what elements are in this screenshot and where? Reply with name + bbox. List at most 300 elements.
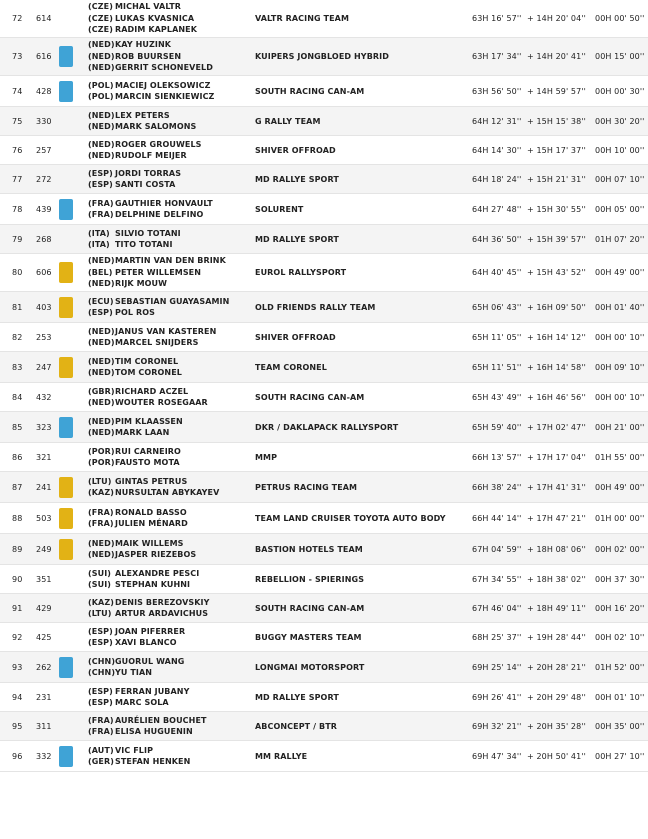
crew-member <box>88 608 208 619</box>
crew-name: MARK SALOMONS <box>115 122 197 131</box>
gap-cell: + 14H 20' 04'' <box>527 14 586 23</box>
crew-cell <box>88 683 248 711</box>
crew-name: TIM CORONEL <box>115 356 179 366</box>
crew-member <box>88 518 188 529</box>
table-row[interactable] <box>0 503 648 534</box>
gap-cell: + 15H 17' 37'' <box>527 145 586 155</box>
position-cell: 74 <box>12 86 23 96</box>
crew-name: JASPER RIEZEBOS <box>115 550 197 559</box>
nationality-code: (CZE) <box>88 25 113 35</box>
crew-name: GERRIT SCHONEVELD <box>115 63 213 73</box>
nationality-code: (POL) <box>88 92 114 101</box>
nationality-code: (ESP) <box>88 308 113 317</box>
gap-cell: + 20H 35' 28'' <box>527 721 586 731</box>
table-row[interactable] <box>0 652 648 683</box>
nationality-code: (NED) <box>88 416 115 426</box>
nationality-code: (GER) <box>88 757 115 766</box>
table-row[interactable] <box>0 683 648 712</box>
crew-name: RADIM KAPLANEK <box>115 25 198 35</box>
table-row[interactable] <box>0 712 648 741</box>
gap-cell: + 15H 39' 57'' <box>527 234 586 244</box>
category-badge-cell <box>59 472 75 502</box>
crew-cell <box>88 323 248 351</box>
car-number-cell: 439 <box>36 204 52 214</box>
crew-name: FERRAN JUBANY <box>115 686 190 696</box>
position-cell: 88 <box>12 513 23 523</box>
category-badge-cell <box>59 136 75 164</box>
team-cell: MMP <box>255 452 278 462</box>
team-cell: MD RALLYE SPORT <box>255 692 339 702</box>
position-cell: 91 <box>12 603 23 613</box>
crew-name: KAY HUZINK <box>115 40 172 50</box>
table-row[interactable] <box>0 565 648 594</box>
crew-member <box>88 356 178 367</box>
category-badge-cell <box>59 76 75 106</box>
total-time-cell: 69H 47' 34'' <box>472 751 522 761</box>
nationality-code: (NED) <box>88 51 115 61</box>
category-badge-cell <box>59 107 75 135</box>
car-number-cell: 616 <box>36 52 52 61</box>
category-gold-badge-icon <box>59 357 73 378</box>
team-cell: PETRUS RACING TEAM <box>255 482 358 492</box>
table-row[interactable] <box>0 412 648 443</box>
position-cell: 79 <box>12 234 23 244</box>
team-cell: OLD FRIENDS RALLY TEAM <box>255 302 376 312</box>
nationality-code: (NED) <box>88 428 115 437</box>
total-time-cell: 65H 06' 43'' <box>472 302 522 312</box>
category-badge-cell <box>59 443 75 471</box>
total-time-cell: 64H 40' 45'' <box>472 268 522 277</box>
category-blue-badge-icon <box>59 417 73 438</box>
crew-name: XAVI BLANCO <box>115 638 177 647</box>
position-cell: 87 <box>12 482 23 492</box>
car-number-cell: 231 <box>36 692 52 702</box>
car-number-cell: 253 <box>36 332 52 342</box>
nationality-code: (KAZ) <box>88 597 115 607</box>
total-time-cell: 64H 14' 30'' <box>472 145 522 155</box>
crew-cell <box>88 76 248 106</box>
crew-member <box>88 667 152 678</box>
crew-member <box>88 139 202 150</box>
crew-member <box>88 239 173 250</box>
nationality-code: (POR) <box>88 458 115 467</box>
nationality-code: (NED) <box>88 139 115 149</box>
crew-member <box>88 80 211 91</box>
crew-cell <box>88 712 248 740</box>
penalty-cell: 00H 00' 10'' <box>595 332 645 342</box>
crew-name: MARC SOLA <box>115 698 169 707</box>
crew-name: PETER WILLEMSEN <box>115 267 202 277</box>
crew-name: GINTAS PETRUS <box>115 476 188 486</box>
nationality-code: (CZE) <box>88 2 113 12</box>
crew-name: MAIK WILLEMS <box>115 538 184 548</box>
car-number-cell: 323 <box>36 422 52 432</box>
team-cell: G RALLY TEAM <box>255 116 321 126</box>
table-row[interactable] <box>0 38 648 76</box>
crew-name: ROGER GROUWELS <box>115 139 202 149</box>
crew-member <box>88 198 213 209</box>
penalty-cell: 00H 05' 00'' <box>595 204 645 214</box>
crew-member <box>88 568 199 579</box>
team-cell: REBELLION - SPIERINGS <box>255 574 365 584</box>
position-cell: 80 <box>12 268 23 277</box>
nationality-code: (CHN) <box>88 668 116 677</box>
table-row[interactable] <box>0 136 648 165</box>
crew-cell <box>88 534 248 564</box>
team-cell: SHIVER OFFROAD <box>255 145 336 155</box>
crew-member <box>88 255 226 266</box>
crew-name: MARK LAAN <box>115 428 170 437</box>
category-badge-cell <box>59 254 75 291</box>
crew-name: AURÉLIEN BOUCHET <box>115 715 207 725</box>
nationality-code: (NED) <box>88 338 115 347</box>
crew-member <box>88 579 190 590</box>
nationality-code: (SUI) <box>88 580 112 589</box>
crew-cell <box>88 594 248 622</box>
crew-member <box>88 1 181 12</box>
crew-member <box>88 656 184 667</box>
total-time-cell: 64H 36' 50'' <box>472 234 522 244</box>
crew-name: MARCIN SIENKIEWICZ <box>115 92 215 101</box>
total-time-cell: 65H 59' 40'' <box>472 422 522 432</box>
penalty-cell: 00H 02' 00'' <box>595 544 645 554</box>
table-row[interactable] <box>0 443 648 472</box>
position-cell: 96 <box>12 751 23 761</box>
nationality-code: (ESP) <box>88 638 113 647</box>
crew-name: SILVIO TOTANI <box>115 228 181 238</box>
category-badge-cell <box>59 225 75 253</box>
crew-member <box>88 457 180 468</box>
crew-member <box>88 307 155 318</box>
table-row[interactable] <box>0 534 648 565</box>
category-badge-cell <box>59 565 75 593</box>
crew-name: DENIS BEREZOVSKIY <box>115 597 210 607</box>
total-time-cell: 63H 16' 57'' <box>472 14 522 23</box>
penalty-cell: 00H 10' 00'' <box>595 145 645 155</box>
crew-member <box>88 427 169 438</box>
nationality-code: (FRA) <box>88 198 114 208</box>
crew-cell <box>88 741 248 771</box>
table-row[interactable] <box>0 107 648 136</box>
car-number-cell: 272 <box>36 174 52 184</box>
crew-member <box>88 278 167 289</box>
crew-cell <box>88 503 248 533</box>
penalty-cell: 00H 00' 10'' <box>595 392 645 402</box>
gap-cell: + 16H 09' 50'' <box>527 302 586 312</box>
nationality-code: (FRA) <box>88 727 114 736</box>
crew-member <box>88 507 187 518</box>
crew-name: RONALD BASSO <box>115 507 187 517</box>
category-badge-cell <box>59 323 75 351</box>
crew-member <box>88 13 194 24</box>
crew-name: TOM CORONEL <box>115 368 182 377</box>
nationality-code: (POL) <box>88 80 114 90</box>
gap-cell: + 18H 49' 11'' <box>527 603 586 613</box>
penalty-cell: 00H 15' 00'' <box>595 52 645 61</box>
nationality-code: (ECU) <box>88 296 114 306</box>
gap-cell: + 15H 30' 55'' <box>527 204 586 214</box>
penalty-cell: 00H 35' 00'' <box>595 721 645 731</box>
car-number-cell: 321 <box>36 452 52 462</box>
position-cell: 75 <box>12 116 23 126</box>
nationality-code: (NED) <box>88 538 115 548</box>
crew-member <box>88 168 181 179</box>
nationality-code: (NED) <box>88 63 115 73</box>
crew-name: SANTI COSTA <box>115 180 176 189</box>
crew-cell <box>88 136 248 164</box>
penalty-cell: 01H 52' 00'' <box>595 662 645 672</box>
table-row[interactable] <box>0 323 648 352</box>
crew-name: ARTUR ARDAVICHUS <box>115 609 209 618</box>
crew-member <box>88 686 189 697</box>
nationality-code: (ESP) <box>88 698 113 707</box>
crew-member <box>88 487 219 498</box>
category-badge-cell <box>59 352 75 382</box>
nationality-code: (CHN) <box>88 656 116 666</box>
total-time-cell: 65H 43' 49'' <box>472 392 522 402</box>
nationality-code: (LTU) <box>88 476 112 486</box>
team-cell: SOUTH RACING CAN-AM <box>255 603 365 613</box>
crew-name: ELISA HUGUENIN <box>115 727 193 736</box>
nationality-code: (NED) <box>88 40 115 50</box>
team-cell: SOUTH RACING CAN-AM <box>255 392 365 402</box>
position-cell: 85 <box>12 422 23 432</box>
crew-member <box>88 62 213 73</box>
crew-name: LEX PETERS <box>115 110 170 120</box>
crew-name: VIC FLIP <box>115 745 154 755</box>
table-row[interactable] <box>0 352 648 383</box>
team-cell: TEAM CORONEL <box>255 362 327 372</box>
crew-name: YU TIAN <box>115 668 153 677</box>
crew-name: MARTIN VAN DEN BRINK <box>115 256 226 266</box>
category-blue-badge-icon <box>59 657 73 678</box>
table-row[interactable] <box>0 472 648 503</box>
position-cell: 72 <box>12 14 23 23</box>
category-gold-badge-icon <box>59 508 73 529</box>
crew-name: GAUTHIER HONVAULT <box>115 198 213 208</box>
nationality-code: (FRA) <box>88 519 114 528</box>
category-gold-badge-icon <box>59 262 73 283</box>
gap-cell: + 17H 02' 47'' <box>527 422 586 432</box>
category-badge-cell <box>59 652 75 682</box>
crew-member <box>88 637 177 648</box>
table-row[interactable] <box>0 741 648 772</box>
team-cell: MD RALLYE SPORT <box>255 234 339 244</box>
table-row[interactable] <box>0 594 648 623</box>
total-time-cell: 65H 11' 05'' <box>472 332 522 342</box>
crew-member <box>88 228 181 239</box>
penalty-cell: 00H 01' 10'' <box>595 692 645 702</box>
penalty-cell: 00H 02' 10'' <box>595 632 645 642</box>
penalty-cell: 00H 21' 00'' <box>595 422 645 432</box>
car-number-cell: 311 <box>36 721 52 731</box>
team-cell: EUROL RALLYSPORT <box>255 268 347 277</box>
nationality-code: (NED) <box>88 398 115 407</box>
crew-member <box>88 150 187 161</box>
crew-member <box>88 39 171 50</box>
crew-cell <box>88 652 248 682</box>
crew-name: JULIEN MÉNARD <box>115 519 188 528</box>
penalty-cell: 00H 49' 00'' <box>595 482 645 492</box>
position-cell: 92 <box>12 632 23 642</box>
team-cell: VALTR RACING TEAM <box>255 14 350 23</box>
total-time-cell: 69H 25' 14'' <box>472 662 522 672</box>
table-row[interactable] <box>0 225 648 254</box>
nationality-code: (NED) <box>88 326 115 336</box>
category-blue-badge-icon <box>59 199 73 220</box>
table-row[interactable] <box>0 165 648 194</box>
total-time-cell: 69H 32' 21'' <box>472 721 522 731</box>
nationality-code: (LTU) <box>88 609 112 618</box>
total-time-cell: 67H 04' 59'' <box>472 544 522 554</box>
position-cell: 81 <box>12 302 23 312</box>
nationality-code: (NED) <box>88 550 115 559</box>
penalty-cell: 01H 55' 00'' <box>595 452 645 462</box>
crew-cell <box>88 623 248 651</box>
crew-member <box>88 756 190 767</box>
table-row[interactable] <box>0 383 648 412</box>
nationality-code: (NED) <box>88 256 115 266</box>
gap-cell: + 16H 14' 58'' <box>527 362 586 372</box>
team-cell: DKR / DAKLAPACK RALLYSPORT <box>255 422 399 432</box>
crew-name: NURSULTAN ABYKAYEV <box>115 488 220 497</box>
crew-member <box>88 296 229 307</box>
crew-name: GUORUL WANG <box>115 656 185 666</box>
nationality-code: (NED) <box>88 110 115 120</box>
crew-member <box>88 179 175 190</box>
category-badge-cell <box>59 194 75 224</box>
crew-member <box>88 367 182 378</box>
car-number-cell: 247 <box>36 362 52 372</box>
position-cell: 73 <box>12 52 23 61</box>
team-cell: KUIPERS JONGBLOED HYBRID <box>255 52 389 61</box>
total-time-cell: 64H 12' 31'' <box>472 116 522 126</box>
total-time-cell: 68H 25' 37'' <box>472 632 522 642</box>
car-number-cell: 249 <box>36 544 52 554</box>
category-badge-cell <box>59 683 75 711</box>
category-badge-cell <box>59 623 75 651</box>
crew-member <box>88 121 196 132</box>
category-blue-badge-icon <box>59 746 73 767</box>
category-badge-cell <box>59 0 75 37</box>
crew-cell <box>88 165 248 193</box>
gap-cell: + 19H 28' 44'' <box>527 632 586 642</box>
position-cell: 83 <box>12 362 23 372</box>
table-row[interactable] <box>0 0 648 38</box>
nationality-code: (ESP) <box>88 180 113 189</box>
gap-cell: + 17H 17' 04'' <box>527 452 586 462</box>
nationality-code: (POR) <box>88 446 115 456</box>
crew-name: RUDOLF MEIJER <box>115 151 187 160</box>
nationality-code: (NED) <box>88 356 115 366</box>
total-time-cell: 69H 26' 41'' <box>472 692 522 702</box>
position-cell: 76 <box>12 145 23 155</box>
crew-member <box>88 726 193 737</box>
crew-member <box>88 397 208 408</box>
penalty-cell: 00H 01' 40'' <box>595 302 645 312</box>
position-cell: 84 <box>12 392 23 402</box>
category-badge-cell <box>59 165 75 193</box>
position-cell: 78 <box>12 204 23 214</box>
team-cell: TEAM LAND CRUISER TOYOTA AUTO BODY <box>255 513 446 523</box>
gap-cell: + 18H 38' 02'' <box>527 574 586 584</box>
crew-name: TITO TOTANI <box>115 240 173 249</box>
nationality-code: (GBR) <box>88 386 115 396</box>
crew-member <box>88 416 183 427</box>
category-badge-cell <box>59 534 75 564</box>
team-cell: SOLURENT <box>255 204 304 214</box>
car-number-cell: 351 <box>36 574 52 584</box>
table-row[interactable] <box>0 76 648 107</box>
table-row[interactable] <box>0 623 648 652</box>
crew-name: MICHAL VALTR <box>115 2 182 12</box>
nationality-code: (NED) <box>88 122 115 131</box>
gap-cell: + 16H 14' 12'' <box>527 332 586 342</box>
total-time-cell: 67H 34' 55'' <box>472 574 522 584</box>
crew-name: RUI CARNEIRO <box>115 446 181 456</box>
nationality-code: (NED) <box>88 151 115 160</box>
nationality-code: (FRA) <box>88 507 114 517</box>
crew-cell <box>88 565 248 593</box>
category-badge-cell <box>59 412 75 442</box>
penalty-cell: 00H 09' 10'' <box>595 362 645 372</box>
team-cell: ABCONCEPT / BTR <box>255 721 338 731</box>
nationality-code: (FRA) <box>88 210 114 219</box>
nationality-code: (ESP) <box>88 686 113 696</box>
crew-name: LUKAS KVASNICA <box>115 13 195 23</box>
crew-name: SEBASTIAN GUAYASAMIN <box>115 296 230 306</box>
category-blue-badge-icon <box>59 81 73 102</box>
gap-cell: + 16H 46' 56'' <box>527 392 586 402</box>
crew-cell <box>88 472 248 502</box>
car-number-cell: 257 <box>36 145 52 155</box>
crew-member <box>88 267 201 278</box>
crew-name: JORDI TORRAS <box>115 168 182 178</box>
car-number-cell: 330 <box>36 116 52 126</box>
crew-cell <box>88 412 248 442</box>
crew-member <box>88 110 170 121</box>
table-row[interactable] <box>0 292 648 323</box>
penalty-cell: 00H 30' 20'' <box>595 116 645 126</box>
table-row[interactable] <box>0 194 648 225</box>
car-number-cell: 241 <box>36 482 52 492</box>
nationality-code: (NED) <box>88 368 115 377</box>
car-number-cell: 614 <box>36 14 52 23</box>
crew-member <box>88 715 207 726</box>
crew-cell <box>88 443 248 471</box>
gap-cell: + 20H 50' 41'' <box>527 751 586 761</box>
nationality-code: (SUI) <box>88 568 112 578</box>
crew-member <box>88 745 153 756</box>
category-badge-cell <box>59 38 75 75</box>
crew-member <box>88 626 185 637</box>
crew-member <box>88 446 181 457</box>
nationality-code: (KAZ) <box>88 488 115 497</box>
table-row[interactable] <box>0 254 648 292</box>
car-number-cell: 332 <box>36 751 52 761</box>
crew-name: ROB BUURSEN <box>115 51 182 61</box>
crew-member <box>88 597 210 608</box>
crew-member <box>88 209 203 220</box>
crew-member <box>88 386 188 397</box>
position-cell: 95 <box>12 721 23 731</box>
crew-name: STEFAN HENKEN <box>115 757 191 766</box>
penalty-cell: 00H 49' 00'' <box>595 268 645 277</box>
crew-name: ALEXANDRE PESCI <box>115 568 200 578</box>
crew-member <box>88 337 198 348</box>
gap-cell: + 15H 43' 52'' <box>527 268 586 277</box>
category-badge-cell <box>59 503 75 533</box>
